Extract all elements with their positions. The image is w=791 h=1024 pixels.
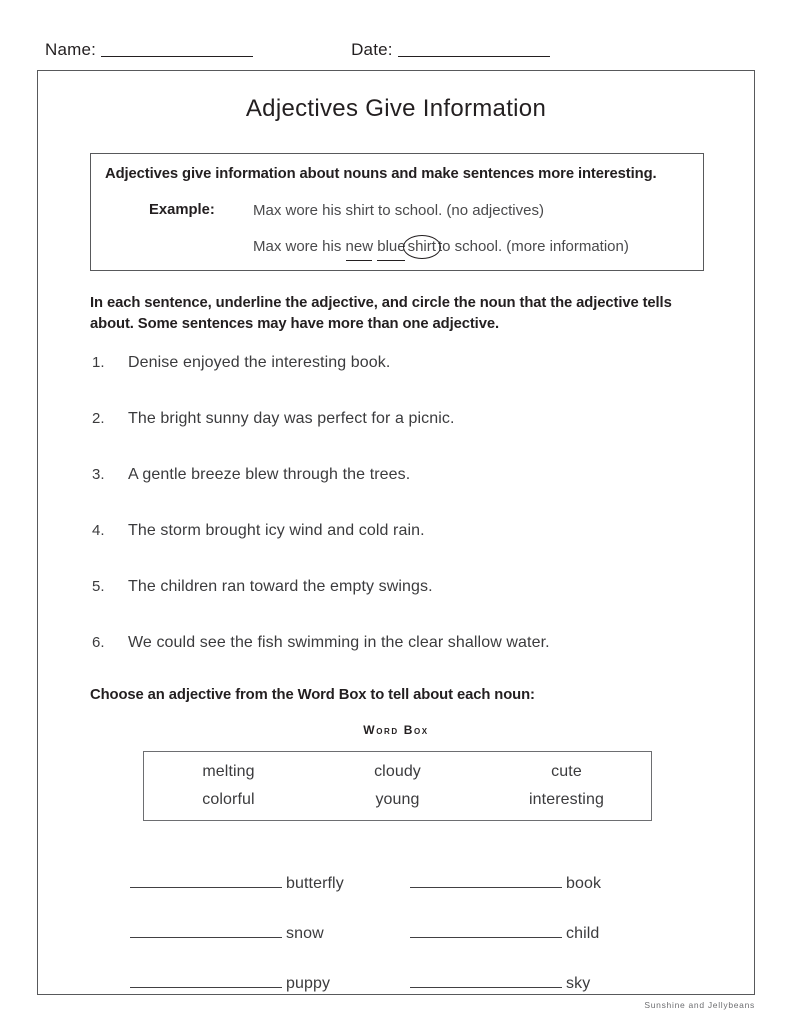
item-text: Denise enjoyed the interesting book. (128, 354, 391, 371)
list-item[interactable] (92, 410, 722, 466)
sentence-list (92, 354, 722, 690)
item-number: 1. (92, 354, 105, 371)
noun-label: sky (566, 975, 591, 992)
list-item[interactable] (92, 466, 722, 522)
definition-box (90, 153, 704, 271)
list-item[interactable] (92, 522, 722, 578)
wordbox-caption: Word Box (363, 723, 429, 737)
noun-label: puppy (286, 975, 331, 992)
word-option[interactable]: young (375, 791, 420, 808)
list-item[interactable] (92, 634, 722, 690)
noun-label: snow (286, 925, 324, 942)
wordbox-row (144, 758, 651, 786)
wordbox-prompt: Choose an adjective from the Word Box to tell about each noun: (90, 687, 535, 703)
name-date-header (45, 30, 755, 60)
answer-blank[interactable] (130, 986, 282, 988)
blank-pair-left (130, 925, 410, 943)
word-option[interactable]: interesting (529, 791, 604, 808)
blank-pair-right (410, 875, 690, 893)
item-text: The storm brought icy wind and cold rain. (128, 522, 425, 539)
item-number: 3. (92, 466, 105, 483)
word-option[interactable]: cloudy (374, 763, 421, 780)
worksheet-frame (37, 70, 755, 995)
blank-row (130, 943, 690, 993)
name-write-in-line[interactable] (101, 55, 253, 57)
list-item[interactable] (92, 578, 722, 634)
noun-label: butterfly (286, 875, 344, 892)
answer-blank[interactable] (130, 886, 282, 888)
blank-answer-grid (130, 843, 690, 993)
example-adjective-blue: blue (377, 238, 406, 255)
answer-blank[interactable] (410, 886, 562, 888)
blank-row (130, 843, 690, 893)
list-item[interactable] (92, 354, 722, 410)
blank-pair-right (410, 925, 690, 943)
wordbox-row (144, 786, 651, 814)
example-adjective-new: new (345, 238, 374, 255)
example-sentence-plain: Max wore his shirt to school. (no adjectives) (253, 202, 544, 219)
noun-label: book (566, 875, 602, 892)
blank-pair-left (130, 975, 410, 993)
word-box (143, 751, 652, 821)
item-text: A gentle breeze blew through the trees. (128, 466, 411, 483)
item-number: 5. (92, 578, 105, 595)
example-noun-shirt: shirt (407, 238, 436, 255)
footer-credit: Sunshine and Jellybeans (644, 1000, 755, 1010)
item-number: 2. (92, 410, 105, 427)
page-title: Adjectives Give Information (245, 95, 547, 122)
date-write-in-line[interactable] (398, 55, 550, 57)
definition-text: Adjectives give information about nouns and make sentences more interesting. (105, 166, 657, 182)
item-number: 6. (92, 634, 105, 651)
date-label: Date: (351, 40, 393, 59)
answer-blank[interactable] (130, 936, 282, 938)
item-number: 4. (92, 522, 105, 539)
answer-blank[interactable] (410, 986, 562, 988)
example-text-before: Max wore his (253, 238, 346, 255)
name-label: Name: (45, 40, 97, 59)
item-text: The children ran toward the empty swings. (128, 578, 433, 595)
item-text: The bright sunny day was perfect for a picnic. (128, 410, 455, 427)
noun-label: child (566, 925, 600, 942)
blank-pair-left (130, 875, 410, 893)
answer-blank[interactable] (410, 936, 562, 938)
example-text-after: to school. (more information) (437, 238, 629, 255)
blank-row (130, 893, 690, 943)
word-option[interactable]: colorful (202, 791, 255, 808)
blank-pair-right (410, 975, 690, 993)
example-label: Example: (149, 202, 215, 218)
word-option[interactable]: cute (551, 763, 582, 780)
example-sentence-marked (253, 238, 629, 255)
word-option[interactable]: melting (202, 763, 255, 780)
item-text: We could see the fish swimming in the clear shallow water. (128, 634, 550, 651)
instructions-text: In each sentence, underline the adjective, and circle the noun that the adjective tells about. Some sentences may have more than one adjective. (90, 295, 672, 332)
